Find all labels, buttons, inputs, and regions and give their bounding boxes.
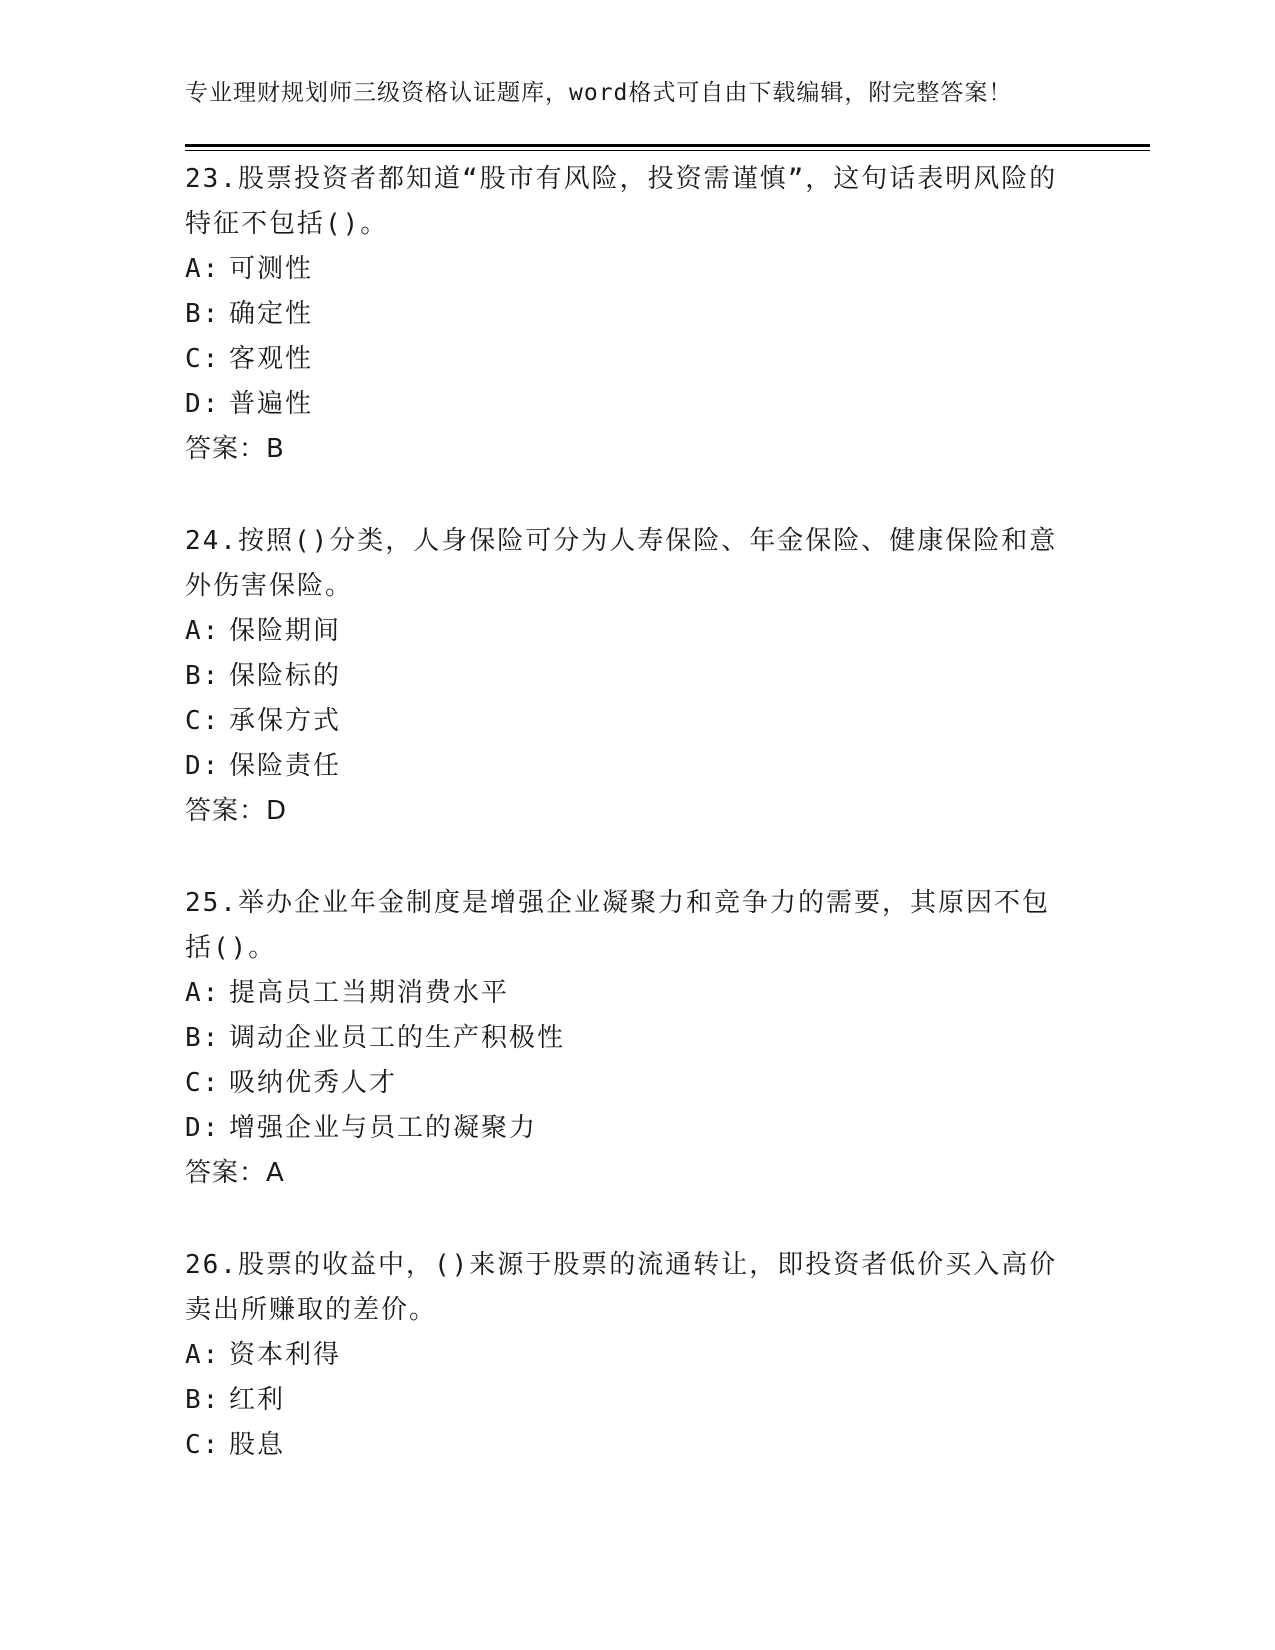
option-key: A: xyxy=(185,978,221,1008)
option-key: A: xyxy=(185,254,221,284)
answer-line: 答案：B xyxy=(185,434,285,464)
answer-line: 答案：D xyxy=(185,796,288,826)
question-stem: 26.股票的收益中，()来源于股票的流通转让，即投资者低价买入高价卖出所赚取的差价。 xyxy=(185,1250,1058,1325)
question-stem: 24.按照()分类，人身保险可分为人寿保险、年金保险、健康保险和意外伤害保险。 xyxy=(185,526,1058,601)
option-a xyxy=(185,247,1065,292)
question-25 xyxy=(185,881,1065,1196)
question-26 xyxy=(185,1243,1065,1468)
option-text: 增强企业与员工的凝聚力 xyxy=(229,1113,538,1143)
option-text: 客观性 xyxy=(229,344,314,374)
option-text: 可测性 xyxy=(229,254,314,284)
option-text: 承保方式 xyxy=(229,706,342,736)
option-key: B: xyxy=(185,299,221,329)
option-text: 确定性 xyxy=(229,299,314,329)
question-24 xyxy=(185,519,1065,834)
option-d xyxy=(185,1106,1065,1151)
option-key: B: xyxy=(185,1385,221,1415)
option-d xyxy=(185,744,1065,789)
page-header-title: 专业理财规划师三级资格认证题库，word格式可自由下载编辑，附完整答案！ xyxy=(185,80,1013,106)
question-23 xyxy=(185,157,1065,472)
option-a xyxy=(185,1333,1065,1378)
option-b xyxy=(185,292,1065,337)
answer-line: 答案：A xyxy=(185,1158,285,1188)
question-stem: 25.举办企业年金制度是增强企业凝聚力和竞争力的需要，其原因不包括()。 xyxy=(185,888,1050,963)
header-divider-thin xyxy=(185,150,1150,151)
option-a xyxy=(185,609,1065,654)
option-c xyxy=(185,1061,1065,1106)
option-b xyxy=(185,654,1065,699)
option-key: D: xyxy=(185,1113,221,1143)
option-c xyxy=(185,337,1065,382)
option-text: 保险期间 xyxy=(229,616,342,646)
option-b xyxy=(185,1016,1065,1061)
option-key: B: xyxy=(185,1023,221,1053)
header-divider-thick xyxy=(185,144,1150,147)
option-text: 资本利得 xyxy=(229,1340,342,1370)
option-key: C: xyxy=(185,1068,221,1098)
option-key: A: xyxy=(185,616,221,646)
option-text: 保险责任 xyxy=(229,751,342,781)
option-d xyxy=(185,382,1065,427)
option-text: 红利 xyxy=(229,1385,286,1415)
option-c xyxy=(185,1423,1065,1468)
question-list xyxy=(185,157,1065,1515)
option-text: 提高员工当期消费水平 xyxy=(229,978,510,1008)
option-key: C: xyxy=(185,706,221,736)
option-key: B: xyxy=(185,661,221,691)
option-key: C: xyxy=(185,344,221,374)
option-text: 股息 xyxy=(229,1430,286,1460)
option-text: 吸纳优秀人才 xyxy=(229,1068,398,1098)
option-key: A: xyxy=(185,1340,221,1370)
option-key: C: xyxy=(185,1430,221,1460)
option-text: 普遍性 xyxy=(229,389,314,419)
option-text: 保险标的 xyxy=(229,661,342,691)
option-b xyxy=(185,1378,1065,1423)
option-a xyxy=(185,971,1065,1016)
option-text: 调动企业员工的生产积极性 xyxy=(229,1023,566,1053)
question-stem: 23.股票投资者都知道“股市有风险，投资需谨慎”，这句话表明风险的特征不包括()。 xyxy=(185,164,1058,239)
option-c xyxy=(185,699,1065,744)
option-key: D: xyxy=(185,751,221,781)
option-key: D: xyxy=(185,389,221,419)
